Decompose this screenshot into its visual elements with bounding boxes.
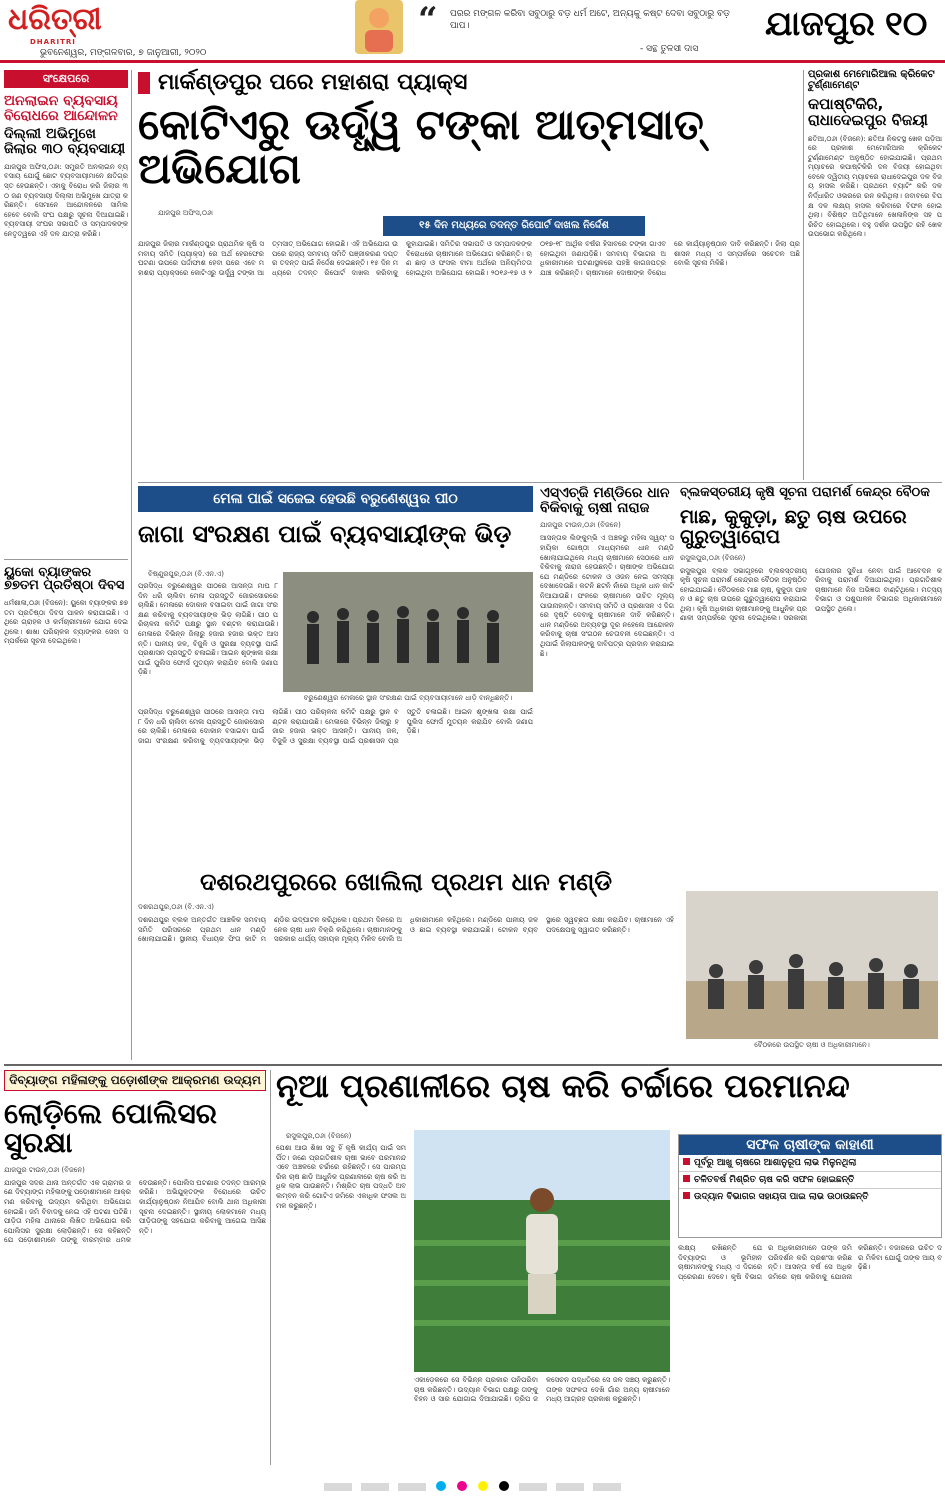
- black-dot: [499, 1481, 509, 1491]
- brief-body-1: ଯାଜପୁର ଅଫିସ,୦୬ା: ସମ୍ପ୍ରତି ଅନଲାଇନ ବ୍ୟବସାୟ ଯୋଗୁଁ ଛୋଟ ବ୍ୟବସାୟୀମାନେ କ୍ଷତିଗ୍ରସ୍ତ ହେଉଛନ୍ତି। ଏହାକୁ ବିରୋଧ କରି ଜିଲାର ୩୦ ଜଣ ବ୍ୟବସାୟୀ ଦିଲ୍ଲୀ ଅଭିମୁଖେ ଯାତ୍ରା କରିଛନ୍ତି। ସେମାନେ ଆନ୍ଦୋଳନରେ ସାମିଲ ହେବେ ବୋଲି ସଂଘ ପକ୍ଷରୁ ସୂଚନା ଦିଆଯାଇଛି। ବ୍ୟବସାୟୀ ସଂଘର ସଭାପତି ଓ ସମ୍ପାଦକଙ୍କ ନେତୃତ୍ୱରେ ଏହି ଦଳ ଯାତ୍ରା କରିଛି।: [4, 162, 128, 238]
- yellow-dot: [478, 1481, 488, 1491]
- mela-dateline: ବିଷ୍ଣୁରପୁର,୦୬ା (ବି.ଏନ.ଏ): [148, 570, 224, 578]
- mandi1-body: ଆସନ୍ତାକ ଲିଙ୍କୁମ୍ଭି ଏ ଅଞ୍ଚଳରୁ ମହିଳା ସ୍ୱୟଂ ସହାୟିକା ଗୋଷ୍ଠୀ ମାଧ୍ୟମରେ ଧାନ ମଣ୍ଡି ଖୋଲାଯାଇଥିଲେ ମଧ୍ୟ ଚାଷୀମାନେ ସେଠାରେ ଧାନ ବିକିବାକୁ ନାରାଜ ହେଉଛନ୍ତି। ଚାଷୀଙ୍କ ଅଭିଯୋଗ ଯେ ମଣ୍ଡିରେ ଟୋକନ ଓ ଓଜନ ନେଇ ସମସ୍ୟା ଦେଖାଦେଉଛି। କଟନି ଛଟନି ନାଁରେ ଅଧିକ ଧାନ କାଟି ନିଆଯାଉଛି। ଫଳରେ ଚାଷୀମାନେ ଉଚିତ ମୂଲ୍ୟ ପାଉନାହାନ୍ତି। ସମବାୟ ସମିତି ଓ ପ୍ରଶାସନ ଏ ଦିଗରେ ଦୃଷ୍ଟି ଦେବାକୁ ଚାଷୀମାନେ ଦାବି କରିଛନ୍ତି। ଧାନ ମଣ୍ଡିରେ ଅବ୍ୟବସ୍ଥା ଦୂର ନହେଲେ ଆନ୍ଦୋଳନ କରିବାକୁ ଚାଷୀ ସଂଗଠନ ଚେତାବନୀ ଦେଇଛନ୍ତି। ଏଥିପାଇଁ ଜିଲାପାଳଙ୍କୁ ଦାବିପତ୍ର ପ୍ରଦାନ କରାଯାଇଛି।: [540, 534, 674, 658]
- mandi2-story: [138, 870, 674, 1058]
- cyan-dot: [436, 1481, 446, 1491]
- krushi-kicker: ବ୍ଲକସ୍ତରୀୟ କୃଷି ସୂଚନା ପରାମର୍ଶ କେନ୍ଦ୍ର ବୈଠକ: [680, 485, 930, 500]
- success-dateline: ରସୁଲପୁର,୦୬ା (ବିଜନେ): [286, 1132, 352, 1140]
- police-dateline: ଯାଜପୁର ଟାଉନ,୦୬ା (ବିଜନେ): [4, 1165, 85, 1174]
- logo-sub: DHARITRI: [30, 38, 76, 46]
- cricket-story: [808, 70, 942, 480]
- brief-headline-3: ୟୁକୋ ବ୍ୟାଙ୍କର ୭୭ତମ ପ୍ରତିଷ୍ଠା ଦିବସ: [4, 559, 128, 593]
- mandi2-body: ଦଶରଥପୁର ବ୍ଲକ ଅନ୍ତର୍ଗତ ଆଞ୍ଚଳିକ ସମବାୟ ସମିତି ପରିସରରେ ପ୍ରଥମ ଧାନ ମଣ୍ଡି ଖୋଲାଯାଇଛି। ସ୍ଥାନୀୟ ବିଧାୟକ ଫିତା କାଟି ମଣ୍ଡିର ଉଦ୍‌ଘାଟନ କରିଥିଲେ। ପ୍ରଥମ ଦିନରେ ଅନେକ ଚାଷୀ ଧାନ ବିକ୍ରି କରିଥିଲେ। ଚାଷୀମାନଙ୍କୁ ସରକାର ଧାର୍ଯ୍ୟ ସହାୟକ ମୂଲ୍ୟ ମିଳିବ ବୋଲି ଅଧିକାରୀମାନେ କହିଥିଲେ। ମଣ୍ଡିରେ ପାନୀୟ ଜଳ ଓ ଛାଇ ବ୍ୟବସ୍ଥା କରାଯାଇଛି। ଟୋକନ ବ୍ୟବସ୍ଥାରେ ସ୍ୱଚ୍ଛତା ରକ୍ଷା କରାଯିବ। ଚାଷୀମାନେ ଏହି ପଦକ୍ଷେପକୁ ସ୍ୱାଗତ କରିଛନ୍ତି।: [138, 916, 674, 944]
- krushi-story: [680, 486, 942, 1056]
- lead-dateline: ଯାଜପୁର ଅଫିସ,୦୬ା: [158, 209, 213, 217]
- mela-story: [138, 486, 533, 866]
- brief-divider: [131, 70, 132, 1060]
- brief-column: [4, 70, 128, 1060]
- kicker-marker: [138, 72, 150, 94]
- mela-banner: ମେଳା ପାଇଁ ସଜେଇ ହେଉଛି ବରୁଣେଶ୍ୱର ପୀଠ: [138, 486, 533, 512]
- success-body-1: ପେଶା ଆଉ ଶିଖା ସବୁ ହିଁ କୃଷି କାର୍ଯ୍ୟ ପାଇଁ ସମର୍ପିତ। ଜଣେ ପ୍ରଗତିଶୀଳ ଚାଷୀ ଭାବେ ପରମାନନ୍ଦ ଏବେ ଅଞ୍ଚଳରେ ଚର୍ଚ୍ଚାରେ ରହିଛନ୍ତି। ସେ ପାରମ୍ପରିକ ଚାଷ ଛାଡ଼ି ଆଧୁନିକ ପ୍ରଣାଳୀରେ ଚାଷ କରି ଅଧିକ ଲାଭ ପାଉଛନ୍ତି। ମିଶ୍ରିତ ଚାଷ ପଦ୍ଧତି ଅବଲମ୍ବନ କରି ଗୋଟିଏ ଜମିରେ ଏକାଧିକ ଫସଲ ଅମଳ କରୁଛନ୍ତି।: [276, 1144, 406, 1210]
- mela-body-top: ପ୍ରସିଦ୍ଧ ବରୁଣେଶ୍ୱର ପୀଠରେ ଆସନ୍ତା ମାଘ ୮ ଦିନ ଧରି ଚାଲିବା ମେଳା ପ୍ରସ୍ତୁତି ଜୋରସୋରରେ ଚାଲିଛି। ମେଳାରେ ଦୋକାନ ବସାଇବା ପାଇଁ ଜାଗା ସଂରକ୍ଷଣ କରିବାକୁ ବ୍ୟବସାୟୀଙ୍କ ଭିଡ଼ ଲାଗିଛି। ପୀଠ ପରିଚାଳନା କମିଟି ପକ୍ଷରୁ ସ୍ଥାନ ବଣ୍ଟନ କରାଯାଉଛି। ମେଳାରେ ବିଭିନ୍ନ ଜିଲାରୁ ହଜାର ହଜାର ଭକ୍ତ ଆସନ୍ତି। ପାନୀୟ ଜଳ, ବିଜୁଳି ଓ ସୁରକ୍ଷା ବ୍ୟବସ୍ଥା ପାଇଁ ପ୍ରଶାସନ ପ୍ରସ୍ତୁତି ଚଳାଇଛି। ଆଇନ ଶୃଙ୍ଖଳା ରକ୍ଷା ପାଇଁ ପୁଲିସ ଫୋର୍ସ ମୁତୟନ କରାଯିବ ବୋଲି ଜଣାପଡ଼ିଛି।: [138, 582, 278, 677]
- success-bullet-1-text: ପୂର୍ବରୁ ଆଖୁ ଚାଷରେ ଆଶାନୁରୂପ ଲାଭ ମିଳୁନଥିଲା: [694, 1158, 857, 1168]
- mela-photo: [283, 572, 533, 692]
- print-registration-strip: [0, 1476, 945, 1498]
- brief-headline-2: ଦିଲ୍ଲୀ ଅଭିମୁଖେ ଜିଲାର ୩୦ ବ୍ୟବସାୟୀ: [4, 126, 126, 158]
- masthead: [0, 0, 945, 64]
- bullet-icon: [683, 1192, 690, 1199]
- section-rule-2: [4, 1064, 942, 1066]
- registration-block: [361, 1483, 389, 1491]
- lead-box: ୧୫ ଦିନ ମଧ୍ୟରେ ତଦନ୍ତ ରିପୋର୍ଟ ଦାଖଲ ନିର୍ଦ୍ଦେଶ: [383, 216, 645, 236]
- brief-label: ସଂକ୍ଷେପରେ: [4, 70, 128, 88]
- success-box: [678, 1134, 942, 1238]
- mela-caption: ବରୁଣେଶ୍ୱର ମେଳାରେ ସ୍ଥାନ ସଂରକ୍ଷଣ ପାଇଁ ବ୍ୟବସାୟୀମାନେ ଧାଡ଼ି ବାନ୍ଧିଛନ୍ତି।: [303, 694, 513, 702]
- lead-body: ଯାଜପୁର ଜିଲାର ମାର୍କଣ୍ଡପୁର ପ୍ରାଥମିକ କୃଷି ସମବାୟ ସମିତି (ପ୍ୟାକ୍ସ) ରେ ଅର୍ଥ ହେରଫେର ଘଟଣା ଉପରେ ପର୍ଦ୍ଦାଫାଶ ହେବା ପରେ ଏବେ ମହାଶରା ପ୍ୟାକ୍ସରେ କୋଟିଏରୁ ଊର୍ଦ୍ଧ୍ୱ ଟଙ୍କା ଆତ୍ମସାତ୍ ଅଭିଯୋଗ ହୋଇଛି। ଏହି ଅଭିଯୋଗ ଉପରେ ରାଜ୍ୟ ସମବାୟ ସମିତି ପଞ୍ଜୀକରଣ ଦପ୍ତର ତଦନ୍ତ ପାଇଁ ନିର୍ଦ୍ଦେଶ ଦେଇଛନ୍ତି। ୧୫ ଦିନ ମଧ୍ୟରେ ତଦନ୍ତ ରିପୋର୍ଟ ଦାଖଲ କରିବାକୁ କୁହାଯାଇଛି। ସମିତିର ସଭାପତି ଓ ସମ୍ପାଦକଙ୍କ ବିରୋଧରେ ଚାଷୀମାନେ ଅଭିଯୋଗ କରିଛନ୍ତି। ଋଣ ଛାଡ଼ ଓ ଫସଲ ବୀମା ଅର୍ଥରେ ଅନିୟମିତତା ହୋଇଥିବା ଅଭିଯୋଗ ହୋଇଛି। ୨୦୧୬-୧୭ ଓ ୨୦୧୭-୧୮ ଆର୍ଥିକ ବର୍ଷର ହିସାବରେ ଟଙ୍କା ଗାଏବ ହୋଇଥିବା ଜଣାପଡ଼ିଛି। ସମବାୟ ବିଭାଗର ଅଧିକାରୀମାନେ ଘଟଣାସ୍ଥଳରେ ପହଞ୍ଚି କାଗଜପତ୍ର ଯାଞ୍ଚ କରିଛନ୍ତି। ଚାଷୀମାନେ ଦୋଷୀଙ୍କ ବିରୋଧରେ କାର୍ଯ୍ୟାନୁଷ୍ଠାନ ଦାବି କରିଛନ୍ତି। ଜିଲା ପ୍ରଶାସନ ମଧ୍ୟ ଏ ସମ୍ପର୍କରେ ସଚେତନ ଅଛି ବୋଲି ସୂଚନା ମିଳିଛି।: [138, 240, 800, 277]
- mandi1-dateline: ଯାଜପୁର ଟାଉନ,୦୬ା (ବିଜନେ): [540, 521, 621, 530]
- logo-text: ଧରିତ୍ରୀ: [8, 2, 102, 37]
- quote-text: ପରର ମଙ୍ଗଳ କରିବା ସବୁଠାରୁ ବଡ଼ ଧର୍ମ ଅଟେ, ଅନ୍ୟକୁ କଷ୍ଟ ଦେବା ସବୁଠାରୁ ବଡ଼ ପାପ।: [450, 9, 730, 31]
- police-headline: ଲୋଡ଼ିଲେ ପୋଲିସର ସୁରକ୍ଷା: [4, 1097, 217, 1160]
- mela-headline: ଜାଗା ସଂରକ୍ଷଣ ପାଇଁ ବ୍ୟବସାୟୀଙ୍କ ଭିଡ଼: [138, 520, 512, 548]
- krushi-dateline: ରସୁଲପୁର,୦୬ା (ବିଜନେ): [680, 553, 746, 562]
- masthead-rule: [0, 60, 945, 63]
- success-photo: [414, 1130, 670, 1372]
- success-bullet-2: [679, 1172, 941, 1189]
- registration-block: [324, 1483, 352, 1491]
- mandi1-headline: ଏସ୍‌ଏଚ୍‌ଜି ମଣ୍ଡିରେ ଧାନ ବିକିବାକୁ ଚାଷୀ ନାରାଜ: [540, 485, 670, 516]
- magenta-dot: [457, 1481, 467, 1491]
- logo: [8, 2, 108, 46]
- section-rule-1: [138, 482, 942, 483]
- lead-right-divider: [803, 70, 804, 480]
- cricket-body: ଛତିଆ,୦୬ା (ବିଜନେ): ଛତିଆ ନିକଟସ୍ଥ ଖେଳ ପଡ଼ିଆରେ ପ୍ରକାଶ ମେମୋରିଆଲ କ୍ରିକେଟ ଟୁର୍ଣ୍ଣାମେଣ୍ଟ ଅନୁଷ୍ଠିତ ହୋଇଯାଇଛି। ପ୍ରଥମ ମ୍ୟାଚରେ କପାଷ୍ଟିକିରି ଦଳ ବିଜୟୀ ହୋଇଥିବା ବେଳେ ଦ୍ୱିତୀୟ ମ୍ୟାଚରେ ରାଧାଦେଇପୁର ଦଳ ବିଜୟ ହାସଲ କରିଛି। ପ୍ରଥମେ ବ୍ୟାଟିଂ କରି ଦଳ ନିର୍ଦ୍ଧାରିତ ଓଭରରେ ରନ କରିଥିଲା। ଜବାବରେ ବିପକ୍ଷ ଦଳ ଲକ୍ଷ୍ୟ ହାସଲ କରିବାରେ ବିଫଳ ହୋଇଥିଲା। ବିଶିଷ୍ଟ ଅତିଥିମାନେ ଖେଳାଳିଙ୍କ ସହ ପରିଚିତ ହୋଇଥିଲେ। ବହୁ ଦର୍ଶକ ଉପସ୍ଥିତ ରହି ଖେଳ ଉପଭୋଗ କରିଥିଲେ।: [808, 134, 942, 239]
- lead-story: [138, 70, 800, 480]
- krushi-body: ରସୁଲପୁର ବ୍ଲକ ସଭାଗୃହରେ ବ୍ଲକସ୍ତରୀୟ କୃଷି ସୂଚନା ପରାମର୍ଶ କେନ୍ଦ୍ରର ବୈଠକ ଅନୁଷ୍ଠିତ ହୋଇଯାଇଛି। ବୈଠକରେ ମାଛ ଚାଷ, କୁକୁଡ଼ା ପାଳନ ଓ ଛତୁ ଚାଷ ଉପରେ ଗୁରୁତ୍ୱାରୋପ କରାଯାଇଥିଲା। କୃଷି ଅଧିକାରୀ ଚାଷୀମାନଙ୍କୁ ଆଧୁନିକ ପ୍ରଣାଳୀ ସମ୍ପର୍କରେ ସୂଚନା ଦେଇଥିଲେ। ସରକାରୀ ଯୋଜନାର ସୁବିଧା ନେବା ପାଇଁ ଆବେଦନ କରିବାକୁ ପରାମର୍ଶ ଦିଆଯାଇଥିଲା। ପ୍ରଗତିଶୀଳ ଚାଷୀମାନେ ନିଜ ଅଭିଜ୍ଞତା ବାଣ୍ଟିଥିଲେ। ମତ୍ସ୍ୟ ବିଭାଗ ଓ ପଶୁପାଳନ ବିଭାଗର ଅଧିକାରୀମାନେ ଉପସ୍ଥିତ ଥିଲେ।: [680, 566, 942, 623]
- registration-block: [593, 1483, 621, 1491]
- success-box-title: ସଫଳ ଚାଷୀଙ୍କ କାହାଣୀ: [679, 1135, 941, 1155]
- success-bullet-2-text: ଚଳିତବର୍ଷ ମିଶ୍ରିତ ଚାଷ କରି ସଫଳ ହୋଇଛନ୍ତି: [694, 1175, 855, 1185]
- police-divider: [270, 1070, 271, 1465]
- mandi2-dateline: ଦଶରଥପୁର,୦୬ା (ବି.ଏନ.ଏ): [138, 903, 214, 912]
- section-title: ଯାଜପୁର: [765, 4, 875, 44]
- success-bullet-3: [679, 1189, 941, 1205]
- quote-mark-icon: “: [418, 0, 438, 40]
- krushi-headline: ମାଛ, କୁକୁଡ଼ା, ଛତୁ ଚାଷ ଉପରେ ଗୁରୁତ୍ୱାରୋପ: [680, 505, 907, 548]
- saint-portrait: [355, 0, 403, 54]
- success-story: [276, 1067, 942, 1465]
- brief-body-2: ଧର୍ମଶାଳା,୦୬ା (ବିଜନେ): ୟୁକୋ ବ୍ୟାଙ୍କର ୭୭ତମ ପ୍ରତିଷ୍ଠା ଦିବସ ପାଳନ କରାଯାଇଛି। ଏଥିରେ ଗ୍ରାହକ ଓ କର୍ମଚାରୀମାନେ ଯୋଗ ଦେଇଥିଲେ। ଶାଖା ପରିଚାଳକ ବ୍ୟାଙ୍କର ସେବା ସମ୍ପର୍କରେ ସୂଚନା ଦେଇଥିଲେ।: [4, 599, 128, 646]
- cricket-kicker: ପ୍ରକାଶ ମେମୋରିଆଲ କ୍ରିକେଟ ଟୁର୍ଣ୍ଣାମେଣ୍ଟ: [808, 69, 935, 91]
- police-story: [4, 1070, 266, 1465]
- cricket-headline: କପାଷ୍ଟିକିରି, ରାଧାଦେଇପୁର ବିଜୟୀ: [808, 95, 928, 129]
- police-kicker: ଦିବ୍ୟାଙ୍ଗ ମହିଳାଙ୍କୁ ପଡ଼ୋଶୀଙ୍କ ଆକ୍ରମଣ ଉଦ୍ୟମ: [4, 1070, 266, 1091]
- lead-kicker: [138, 70, 800, 95]
- success-bullet-3-text: ଉଦ୍ୟାନ ବିଭାଗର ସହାୟତା ପାଇ ଲାଭ ଉଠାଉଛନ୍ତି: [694, 1192, 869, 1202]
- registration-block: [519, 1483, 547, 1491]
- success-body-2: ଏକାଡ଼େକରେ ସେ ବିଭିନ୍ନ ପ୍ରକାର ପନିପରିବା ଚାଷ କରିଛନ୍ତି। ଉଦ୍ୟାନ ବିଭାଗ ପକ୍ଷରୁ ତାଙ୍କୁ ବିହନ ଓ ସାର ଯୋଗାଇ ଦିଆଯାଇଛି। ଡ୍ରିପ ଜଳସେଚନ ପଦ୍ଧତିରେ ସେ ଜଳ ସଞ୍ଚୟ କରୁଛନ୍ତି। ତାଙ୍କ ସଫଳତା ଦେଖି ଗାଁର ଅନ୍ୟ ଚାଷୀମାନେ ମଧ୍ୟ ଆଗ୍ରହ ପ୍ରକାଶ କରୁଛନ୍ତି।: [414, 1376, 670, 1404]
- mandi1-story: [540, 486, 674, 866]
- page-number: ୧୦: [885, 4, 928, 44]
- date-line: ଭୁବନେଶ୍ୱର, ମଙ୍ଗଳବାର, ୭ ଜାନୁଆରୀ, ୨୦୨୦: [40, 48, 207, 58]
- success-body-3: ଲକ୍ଷ୍ୟ ରଖିଛନ୍ତି ଯେ ଦିବ୍ୟାଙ୍ଗ ଓ ଭୂମିହୀନ ଚାଷୀମାନଙ୍କୁ ମଧ୍ୟ ଏ ଦିଗରେ ପ୍ରେରଣା ଦେବେ। କୃଷି ବିଭାଗର ଅଧିକାରୀମାନେ ତାଙ୍କ ଜମି ପରିଦର୍ଶନ କରି ପ୍ରଶଂସା କରିଛନ୍ତି। ଆସନ୍ତା ବର୍ଷ ସେ ଅଧିକ ଜମିରେ ଚାଷ କରିବାକୁ ଯୋଜନା କରିଛନ୍ତି। ବଜାରରେ ଉଚିତ ଦର ମିଳିବା ଯୋଗୁଁ ତାଙ୍କ ଆୟ ବଢ଼ିଛି।: [678, 1244, 942, 1281]
- brief-headline-1: ଅନଲାଇନ ବ୍ୟବସାୟ ବିରୋଧରେ ଆନ୍ଦୋଳନ: [4, 93, 118, 124]
- lead-kicker-text: ମାର୍କଣ୍ଡପୁର ପରେ ମହାଶରା ପ୍ୟାକ୍ସ: [158, 70, 468, 95]
- bullet-icon: [683, 1158, 690, 1165]
- krushi-caption: ବୈଠକରେ ଉପସ୍ଥିତ ଚାଷୀ ଓ ଅଧିକାରୀମାନେ।: [754, 1041, 870, 1049]
- registration-block: [556, 1483, 584, 1491]
- quote-author: - ସନ୍ଥ ତୁଳସୀ ଦାସ: [640, 44, 699, 54]
- bullet-icon: [683, 1175, 690, 1182]
- registration-block: [398, 1483, 426, 1491]
- success-headline: ନୂଆ ପ୍ରଣାଳୀରେ ଚାଷ କରି ଚର୍ଚ୍ଚାରେ ପରମାନନ୍ଦ: [276, 1067, 850, 1105]
- krushi-photo: [686, 891, 938, 1039]
- success-bullet-1: [679, 1155, 941, 1172]
- police-body: ଯାଜପୁର ସଦର ଥାନା ଅନ୍ତର୍ଗତ ଏକ ଗ୍ରାମର ଜଣେ ଦିବ୍ୟାଙ୍ଗ ମହିଳାଙ୍କୁ ପଡ଼ୋଶୀମାନେ ଆକ୍ରମଣ କରିବାକୁ ଉଦ୍ୟମ କରିଥିବା ଅଭିଯୋଗ ହୋଇଛି। ଜମି ବିବାଦକୁ ନେଇ ଏହି ଘଟଣା ଘଟିଛି। ପୀଡ଼ିତା ମହିଳା ଥାନାରେ ଲିଖିତ ଅଭିଯୋଗ କରି ପୋଲିସର ସୁରକ୍ଷା ଲୋଡ଼ିଛନ୍ତି। ସେ କହିଛନ୍ତି ଯେ ପଡ଼ୋଶୀମାନେ ତାଙ୍କୁ ବାରମ୍ବାର ଧମକ ଦେଉଛନ୍ତି। ପୋଲିସ ଘଟଣାର ତଦନ୍ତ ଆରମ୍ଭ କରିଛି। ଅଭିଯୁକ୍ତଙ୍କ ବିରୋଧରେ ଉଚିତ କାର୍ଯ୍ୟାନୁଷ୍ଠାନ ନିଆଯିବ ବୋଲି ଥାନା ଅଧିକାରୀ ସୂଚନା ଦେଇଛନ୍ତି। ସ୍ଥାନୀୟ ଲୋକମାନେ ମଧ୍ୟ ପୀଡ଼ିତାଙ୍କୁ ସହଯୋଗ କରିବାକୁ ଆଗେଇ ଆସିଛନ୍ତି।: [4, 1178, 266, 1245]
- mandi2-headline: ଦଶରଥପୁରରେ ଖୋଲିଲା ପ୍ରଥମ ଧାନ ମଣ୍ଡି: [199, 868, 613, 896]
- mela-body-bottom: ପ୍ରସିଦ୍ଧ ବରୁଣେଶ୍ୱର ପୀଠରେ ଆସନ୍ତା ମାଘ ୮ ଦିନ ଧରି ଚାଲିବା ମେଳା ପ୍ରସ୍ତୁତି ଜୋରସୋରରେ ଚାଲିଛି। ମେଳାରେ ଦୋକାନ ବସାଇବା ପାଇଁ ଜାଗା ସଂରକ୍ଷଣ କରିବାକୁ ବ୍ୟବସାୟୀଙ୍କ ଭିଡ଼ ଲାଗିଛି। ପୀଠ ପରିଚାଳନା କମିଟି ପକ୍ଷରୁ ସ୍ଥାନ ବଣ୍ଟନ କରାଯାଉଛି। ମେଳାରେ ବିଭିନ୍ନ ଜିଲାରୁ ହଜାର ହଜାର ଭକ୍ତ ଆସନ୍ତି। ପାନୀୟ ଜଳ, ବିଜୁଳି ଓ ସୁରକ୍ଷା ବ୍ୟବସ୍ଥା ପାଇଁ ପ୍ରଶାସନ ପ୍ରସ୍ତୁତି ଚଳାଇଛି। ଆଇନ ଶୃଙ୍ଖଳା ରକ୍ଷା ପାଇଁ ପୁଲିସ ଫୋର୍ସ ମୁତୟନ କରାଯିବ ବୋଲି ଜଣାପଡ଼ିଛି।: [138, 708, 533, 745]
- lead-headline: କୋଟିଏରୁ ଊର୍ଦ୍ଧ୍ୱ ଟଙ୍କା ଆତ୍ମସାତ୍ ଅଭିଯୋଗ: [138, 100, 704, 194]
